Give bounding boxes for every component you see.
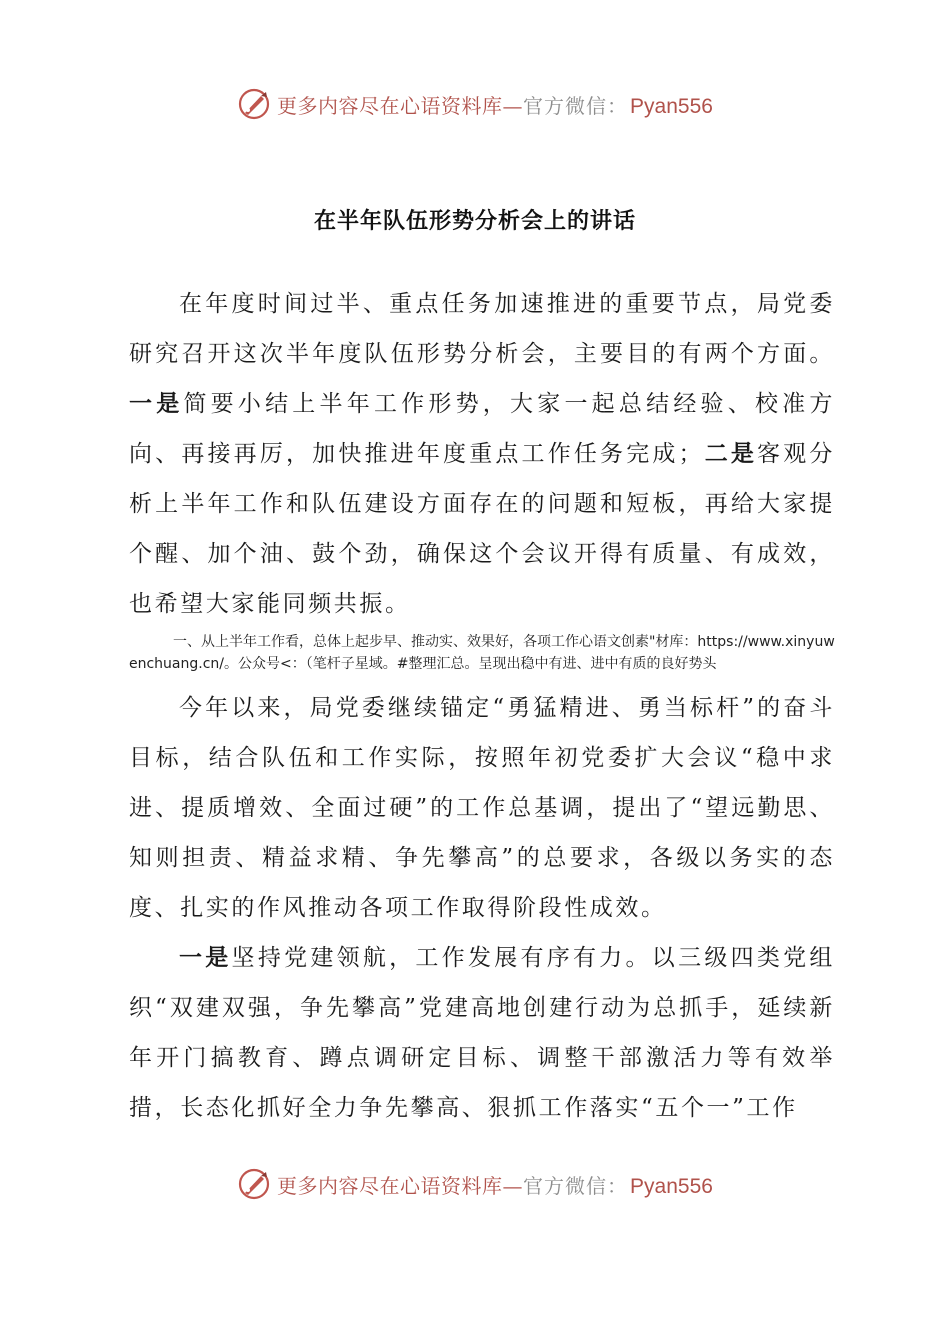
banner-wechat-id: Pyan556 [630,1174,713,1198]
intro-bold-1: 一是 [129,391,184,417]
banner-text [277,1170,713,1199]
quill-logo-icon [237,87,271,121]
intro-text-2: 简要小结上半年工作形势，大家一起总结经验、校准方向、再接再厉，加快推进年度重点工作任务完成； [129,391,835,467]
banner-main-text: 更多内容尽在心语资料库— [277,93,524,118]
body-paragraph-3 [129,933,835,1133]
section-heading: 一、从上半年工作看，总体上起步早、推动实、效果好，各项工作心语文创素"材库：https://www.xinyuwenchuang.cn/。公众号<：（笔杆子星域。#整理汇总。呈现出稳中有进、进中有质的良好势头 [129,634,835,672]
intro-text-3: 客观分析上半年工作和队伍建设方面存在的问题和短板，再给大家提个醒、加个油、鼓个劲，确保这个会议开得有质量、有成效，也希望大家能同频共振。 [129,441,835,617]
intro-paragraph [129,279,835,629]
banner-text [277,90,713,119]
intro-text-1: 在年度时间过半、重点任务加速推进的重要节点，局党委研究召开这次半年度队伍形势分析会，主要目的有两个方面。 [129,291,835,367]
para3-text: 坚持党建领航，工作发展有序有力。以三级四类党组织“双建双强，争先攀高”党建高地创建行动为总抓手，延续新年开门搞教育、蹲点调研定目标、调整干部激活力等有效举措，长态化抓好全力争先攀高、狠抓工作落实“五个一”工作 [129,945,835,1121]
banner-main-text: 更多内容尽在心语资料库— [277,1173,524,1198]
banner-wechat-label: 官方微信： [523,1173,629,1198]
intro-bold-2: 二是 [704,441,758,467]
banner-wechat-label: 官方微信： [523,93,629,118]
para3-bold: 一是 [179,945,232,971]
footer-banner [0,1162,950,1206]
document-body [129,279,835,1133]
document-title: 在半年队伍形势分析会上的讲话 [313,209,636,234]
header-banner [0,82,950,126]
banner-wechat-id: Pyan556 [630,94,713,118]
quill-logo-icon [237,1167,271,1201]
body-paragraph-2: 今年以来，局党委继续锚定“勇猛精进、勇当标杆”的奋斗目标，结合队伍和工作实际，按照年初党委扩大会议“稳中求进、提质增效、全面过硬”的工作总基调，提出了“望远勤思、知则担责、精益求精、争先攀高”的总要求，各级以务实的态度、扎实的作风推动各项工作取得阶段性成效。 [129,695,835,921]
